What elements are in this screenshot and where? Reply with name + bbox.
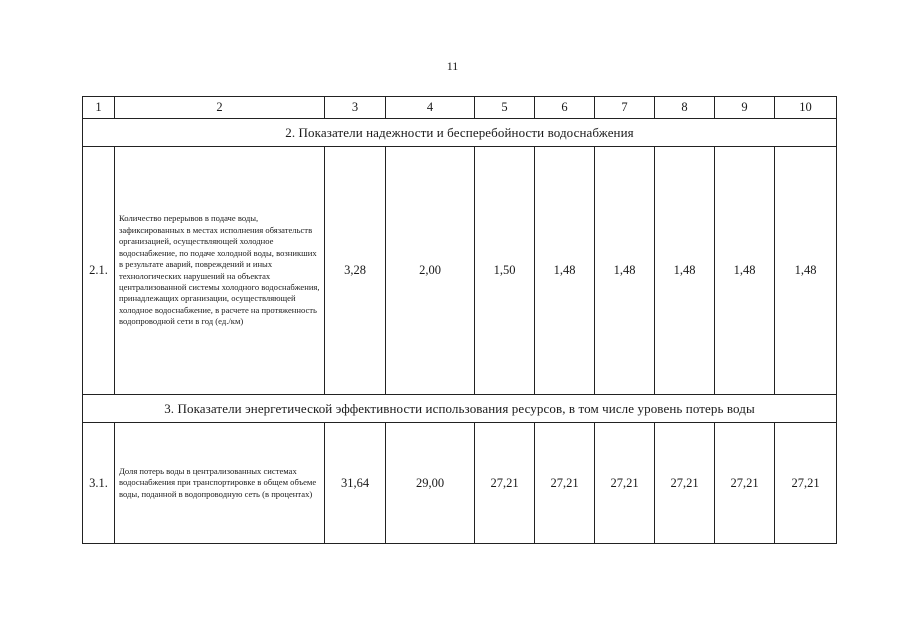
value-cell: 29,00 [386,423,475,544]
header-cell: 6 [535,97,595,119]
section-heading-row [83,395,837,423]
header-row [83,97,837,119]
header-cell: 5 [475,97,535,119]
value-cell: 27,21 [535,423,595,544]
value-cell: 2,00 [386,147,475,395]
header-cell: 7 [595,97,655,119]
header-cell: 2 [115,97,325,119]
table-row [83,423,837,544]
value-cell: 1,48 [595,147,655,395]
page-number: 11 [446,59,459,73]
indicators-table [82,96,837,544]
value-cell: 27,21 [475,423,535,544]
section-title: 2. Показатели надежности и бесперебойности водоснабжения [83,119,837,147]
value-cell: 1,48 [715,147,775,395]
value-cell: 1,48 [775,147,837,395]
value-cell: 27,21 [775,423,837,544]
value-cell: 31,64 [325,423,386,544]
row-description: Доля потерь воды в централизованных системах водоснабжения при транспортировке в общем объеме воды, поданной в водопроводную сеть (в процентах) [115,423,325,544]
header-cell: 9 [715,97,775,119]
section-title: 3. Показатели энергетической эффективности использования ресурсов, в том числе уровень потерь воды [83,395,837,423]
value-cell: 27,21 [715,423,775,544]
table-row [83,147,837,395]
header-cell: 3 [325,97,386,119]
value-cell: 27,21 [655,423,715,544]
row-number: 2.1. [83,147,115,395]
header-cell: 8 [655,97,715,119]
header-cell: 10 [775,97,837,119]
value-cell: 1,48 [535,147,595,395]
value-cell: 27,21 [595,423,655,544]
value-cell: 3,28 [325,147,386,395]
value-cell: 1,50 [475,147,535,395]
row-number: 3.1. [83,423,115,544]
header-cell: 1 [83,97,115,119]
row-description: Количество перерывов в подаче воды, зафиксированных в местах исполнения обязательств организацией, осуществляющей холодное водоснабжение, по подаче холодной воды, возникших в результате аварий, повреждений и иных технологических нарушений на объектах централизованной системы холодного водоснабжения, принадлежащих организации, осуществляющей холодное водоснабжение, в расчете на протяженность водопроводной сети в год (ед./км) [115,147,325,395]
header-cell: 4 [386,97,475,119]
section-heading-row [83,119,837,147]
value-cell: 1,48 [655,147,715,395]
